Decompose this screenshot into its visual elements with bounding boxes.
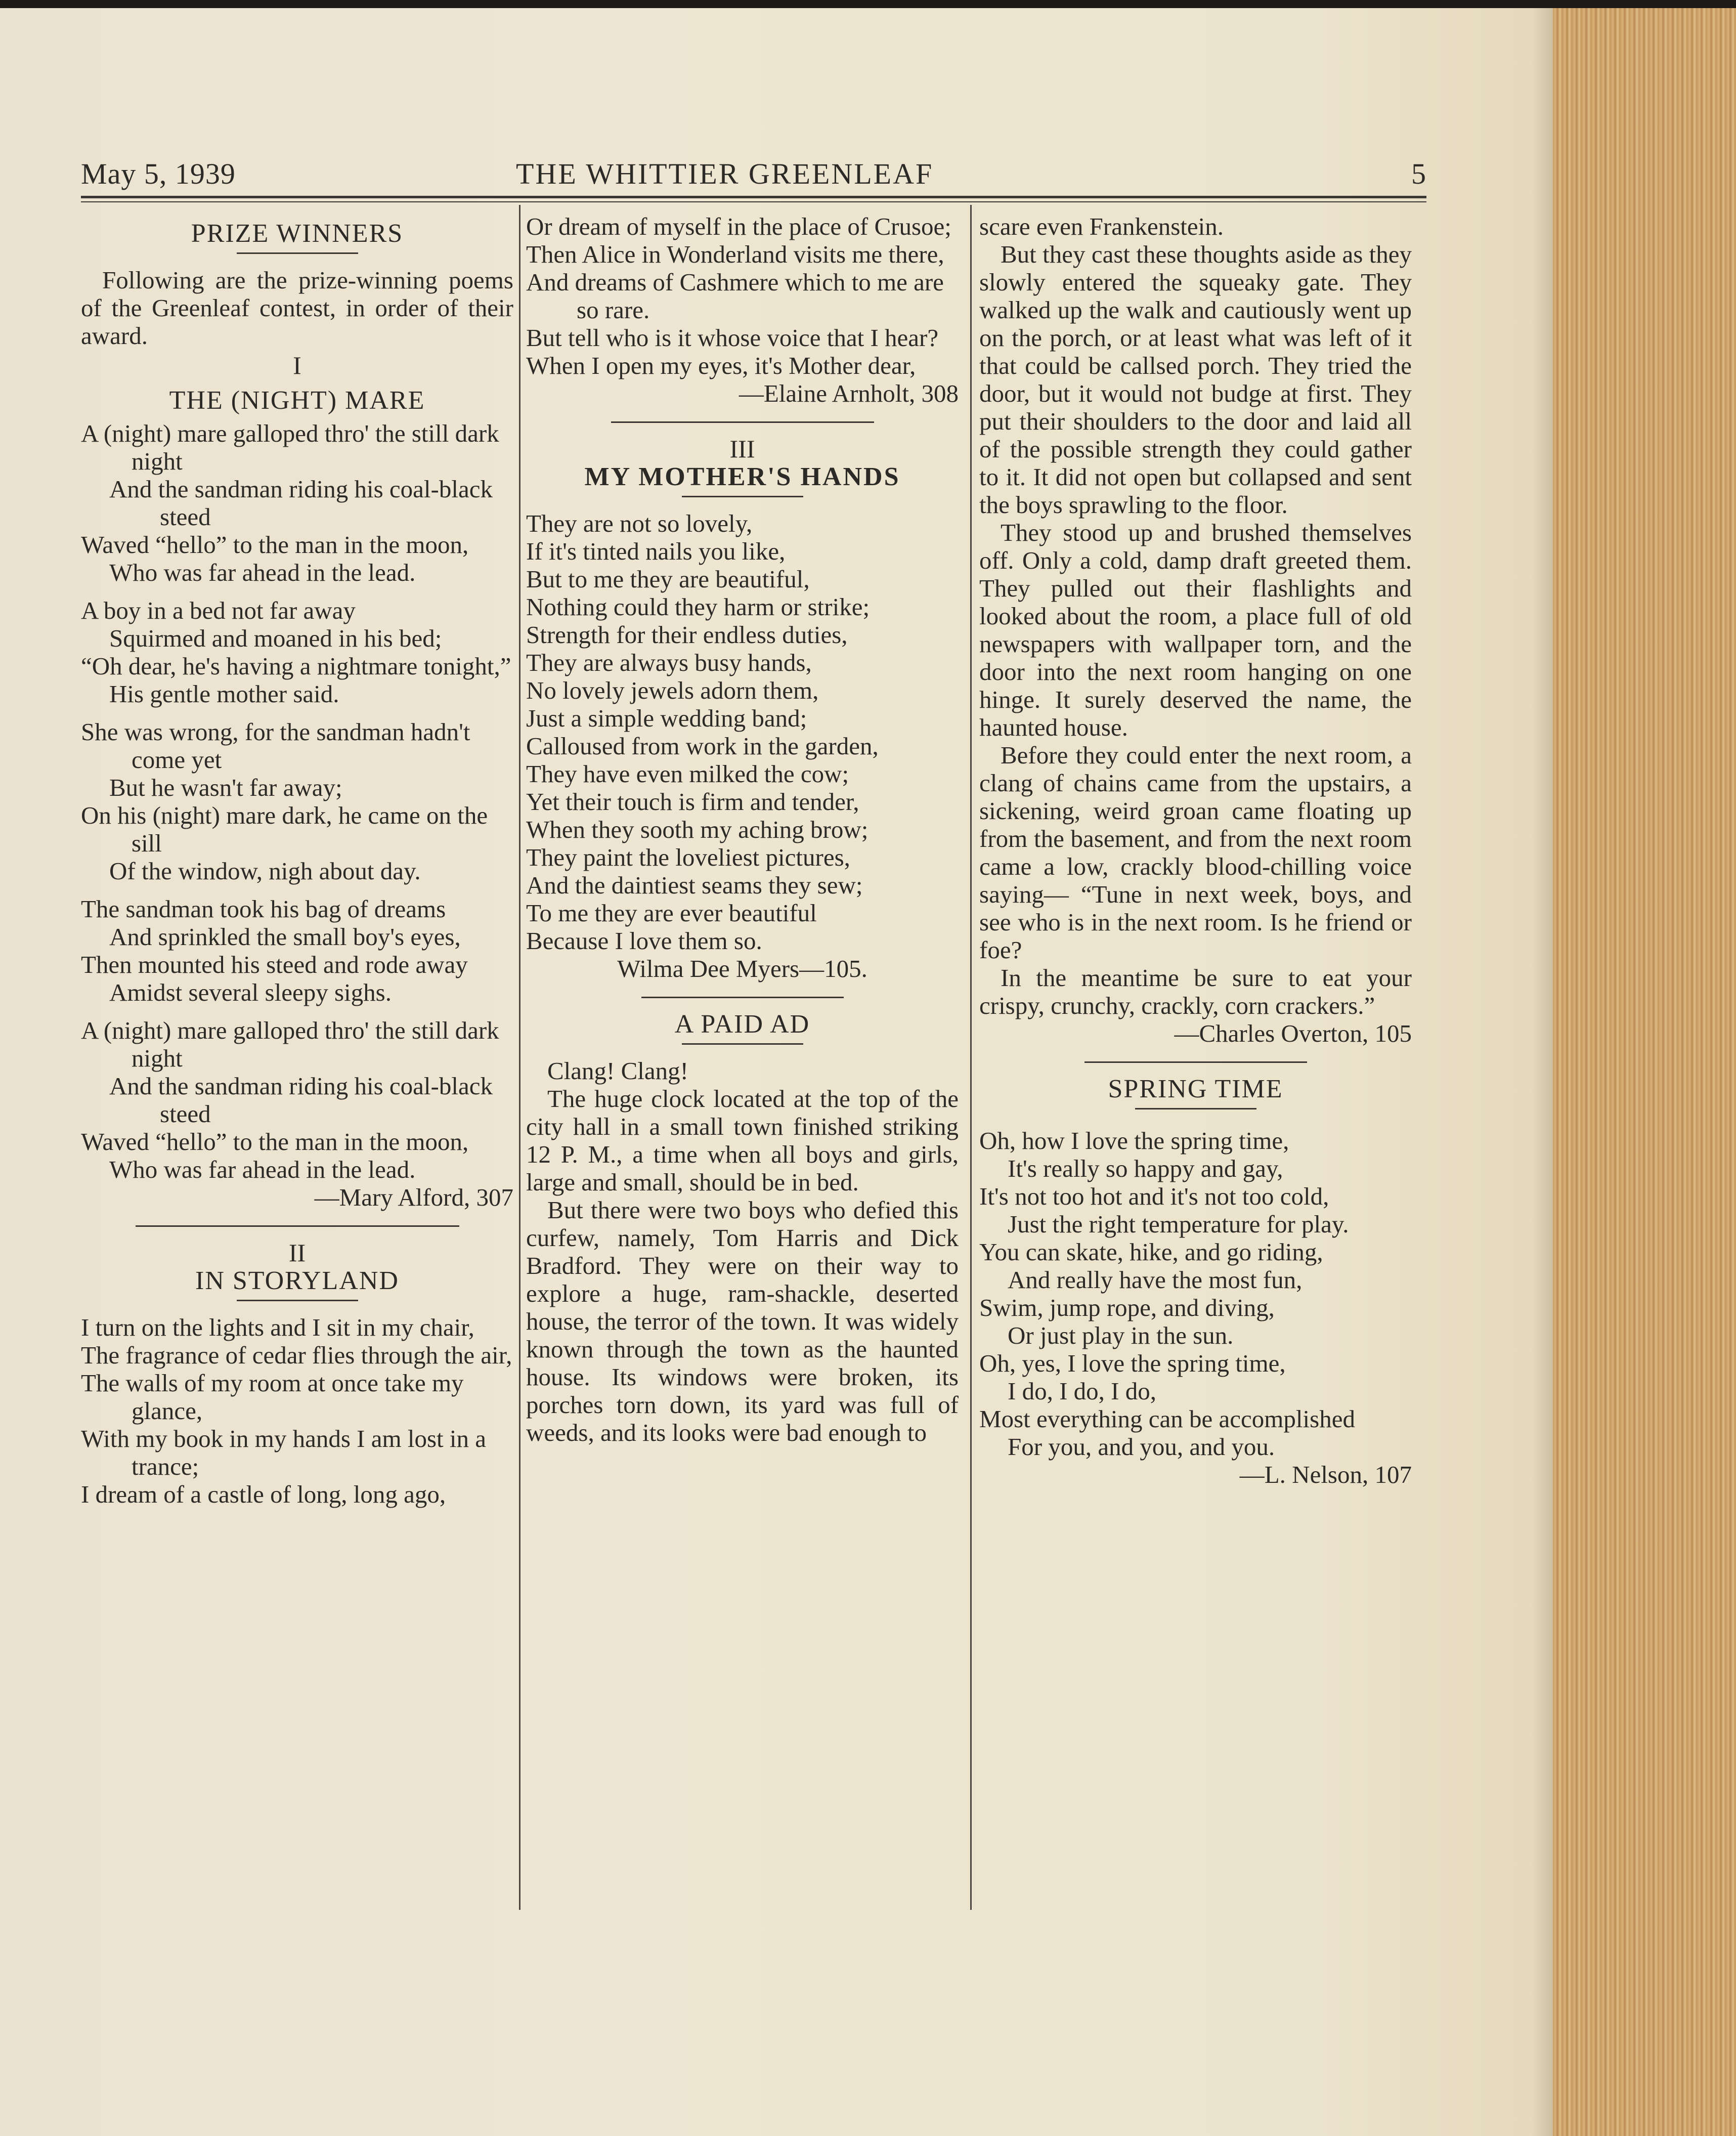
verse-line: They are always busy hands, [526,649,812,676]
verse-line: I turn on the lights and I sit in my chair, [81,1313,474,1341]
verse-line: Swim, jump rope, and diving, [979,1294,1275,1321]
verse-line: Oh, how I love the spring time, [979,1127,1289,1155]
verse-line: His gentle mother said. [109,680,339,708]
verse-line: Nothing could they harm or strike; [526,593,870,621]
verse-line: And sprinkled the small boy's eyes, [109,923,461,951]
verse-line: Then mounted his steed and rode away [81,951,468,978]
story-title: A PAID AD [674,1010,810,1039]
verse-line: When I open my eyes, it's Mother dear, [526,352,916,379]
column-3 [979,212,1412,1923]
verse-line: And the daintiest seams they sew; [526,871,863,899]
author-credit: —Mary Alford, 307 [314,1183,513,1211]
poem-title: IN STORYLAND [195,1266,399,1295]
verse-line: Because I love them so. [526,927,762,955]
story-paragraph: Before they could enter the next room, a clang of chains came from the upstairs, a sickening, weird groan came floating up from the basement, and from the next room came a low, crackly blood-chilling voice saying— “Tune in next week, boys, and see who is in the next room. Is he friend or foe? [979,741,1412,964]
verse-line: You can skate, hike, and go riding, [979,1238,1323,1266]
section-rule [136,1225,459,1227]
title-rule [682,1043,803,1045]
verse-line: The sandman took his bag of dreams [81,895,446,923]
issue-date: May 5, 1939 [81,157,236,190]
story-paragraph: The huge clock located at the top of the city hall in a small town finished striking 12 P. M., a time when all boys and girls, large and small, should be in bed. [526,1085,959,1196]
stanza [81,596,513,708]
title-rule [237,252,358,254]
story-paragraph: But they cast these thoughts aside as they slowly entered the squeaky gate. They walked up the walk and cautiously went up on the porch, or at least what was left of it that could be callsed porch. They tried the door, but it would not budge at first. They put their shoulders to the door and laid all of the possible strength they could gather to it. It did not open but collapsed and sent the boys sprawling to the floor. [979,240,1412,519]
verse-line: A (night) mare galloped thro' the still dark night [81,1016,499,1072]
verse-line: Amidst several sleepy sighs. [109,978,392,1006]
verse-line: It's really so happy and gay, [1008,1155,1283,1182]
scan-top-edge [0,0,1736,8]
story-paragraph: But there were two boys who defied this curfew, namely, Tom Harris and Dick Bradford. They were on their way to explore a huge, ram-shackle, deserted house, the terror of the town. It was widely known through the town as the haunted house. Its windows were broken, its porches torn down, its yard was full of weeds, and its looks were bad enough to [526,1196,959,1446]
story-paragraph: In the meantime be sure to eat your crispy, crunchy, crackly, corn crackers.” [979,964,1412,1019]
verse-line: The walls of my room at once take my glance, [81,1369,464,1425]
stanza [81,419,513,586]
verse-line: Yet their touch is firm and tender, [526,788,859,816]
verse-line: I dream of a castle of long, long ago, [81,1480,446,1508]
verse-line: A boy in a bed not far away [81,596,356,624]
verse-line: And the sandman riding his coal-black steed [109,1072,493,1128]
verse-line: No lovely jewels adorn them, [526,676,819,704]
verse-line: A (night) mare galloped thro' the still dark night [81,419,499,475]
book-binding-edge [1553,0,1736,2136]
section-rule [611,421,874,423]
poem-numeral: I [293,351,301,379]
column-2 [526,212,959,1923]
verse-line: Who was far ahead in the lead. [109,1156,416,1183]
verse-line: Squirmed and moaned in his bed; [109,624,442,652]
verse-line: Just the right temperature for play. [1008,1210,1349,1238]
verse-line: Then Alice in Wonderland visits me there, [526,240,944,268]
story-paragraph: Clang! Clang! [547,1057,688,1085]
poem-numeral: II [288,1238,306,1267]
verse-line: They paint the loveliest pictures, [526,843,850,871]
verse-line: Waved “hello” to the man in the moon, [81,531,469,559]
stanza [81,1016,513,1183]
verse-line: When they sooth my aching brow; [526,816,869,843]
page-number: 5 [1411,157,1426,190]
verse-line: Strength for their endless duties, [526,621,848,649]
verse-line: The fragrance of cedar flies through the air, [81,1341,512,1369]
verse-line: Of the window, nigh about day. [109,857,421,885]
verse-line: I do, I do, I do, [1008,1377,1156,1405]
header-rule-thin [81,201,1426,202]
verse-line: Or just play in the sun. [1008,1321,1234,1349]
stanza [81,718,513,885]
author-credit: Wilma Dee Myers—105. [617,955,867,982]
title-rule [237,1300,358,1301]
verse-line: “Oh dear, he's having a nightmare tonight,” [81,652,511,680]
verse-line: Who was far ahead in the lead. [109,559,416,586]
verse-line: And dreams of Cashmere which to me are so rare. [526,268,944,324]
verse-line: And really have the most fun, [1008,1266,1303,1294]
verse-line: To me they are ever beautiful [526,899,817,927]
intro-paragraph: Following are the prize-winning poems of the Greenleaf contest, in order of their award. [81,266,513,350]
poem-title: MY MOTHER'S HANDS [584,462,900,491]
verse-line: For you, and you, and you. [1008,1433,1275,1461]
stanza [81,895,513,1006]
column-divider [519,205,520,1910]
author-credit: —Elaine Arnholt, 308 [739,379,959,407]
story-paragraph: scare even Frankenstein. [979,212,1224,240]
column-1 [81,212,513,1923]
verse-line: Waved “hello” to the man in the moon, [81,1128,469,1156]
verse-line: Just a simple wedding band; [526,704,807,732]
verse-line: If it's tinted nails you like, [526,537,786,565]
verse-line: But tell who is it whose voice that I hear? [526,324,939,352]
verse-line: Most everything can be accomplished [979,1405,1355,1433]
author-credit: —Charles Overton, 105 [1174,1019,1412,1047]
verse-line: Oh, yes, I love the spring time, [979,1349,1286,1377]
newspaper-title: THE WHITTIER GREENLEAF [516,157,934,190]
verse-line: Calloused from work in the garden, [526,732,879,760]
verse-line: It's not too hot and it's not too cold, [979,1182,1329,1210]
page-header [81,152,1426,197]
story-paragraph: They stood up and brushed themselves off. Only a cold, damp draft greeted them. They pulled out their flashlights and looked about the room, a place full of old newspapers with wallpaper torn, and the door into the next room hanging on one hinge. It surely deserved the name, the haunted house. [979,519,1412,741]
verse-line: Or dream of myself in the place of Crusoe; [526,212,951,240]
verse-line: But he wasn't far away; [109,774,342,801]
verse-line: And the sandman riding his coal-black steed [109,475,493,531]
title-rule [1135,1108,1256,1109]
poem-numeral: III [729,435,755,463]
section-rule [1084,1061,1307,1063]
author-credit: —L. Nelson, 107 [1239,1461,1412,1488]
verse-line: They have even milked the cow; [526,760,849,788]
header-rule-thick [81,196,1426,198]
title-rule [682,496,803,497]
section-rule [641,997,844,998]
verse-line: On his (night) mare dark, he came on the sill [81,801,488,857]
column-divider [970,205,972,1910]
verse-line: With my book in my hands I am lost in a trance; [81,1425,487,1480]
verse-line: But to me they are beautiful, [526,565,810,593]
verse-line: They are not so lovely, [526,509,753,537]
poem-title: THE (NIGHT) MARE [169,386,425,415]
section-title: PRIZE WINNERS [191,219,404,248]
poem-title: SPRING TIME [1108,1075,1283,1103]
verse-line: She was wrong, for the sandman hadn't come yet [81,718,470,774]
